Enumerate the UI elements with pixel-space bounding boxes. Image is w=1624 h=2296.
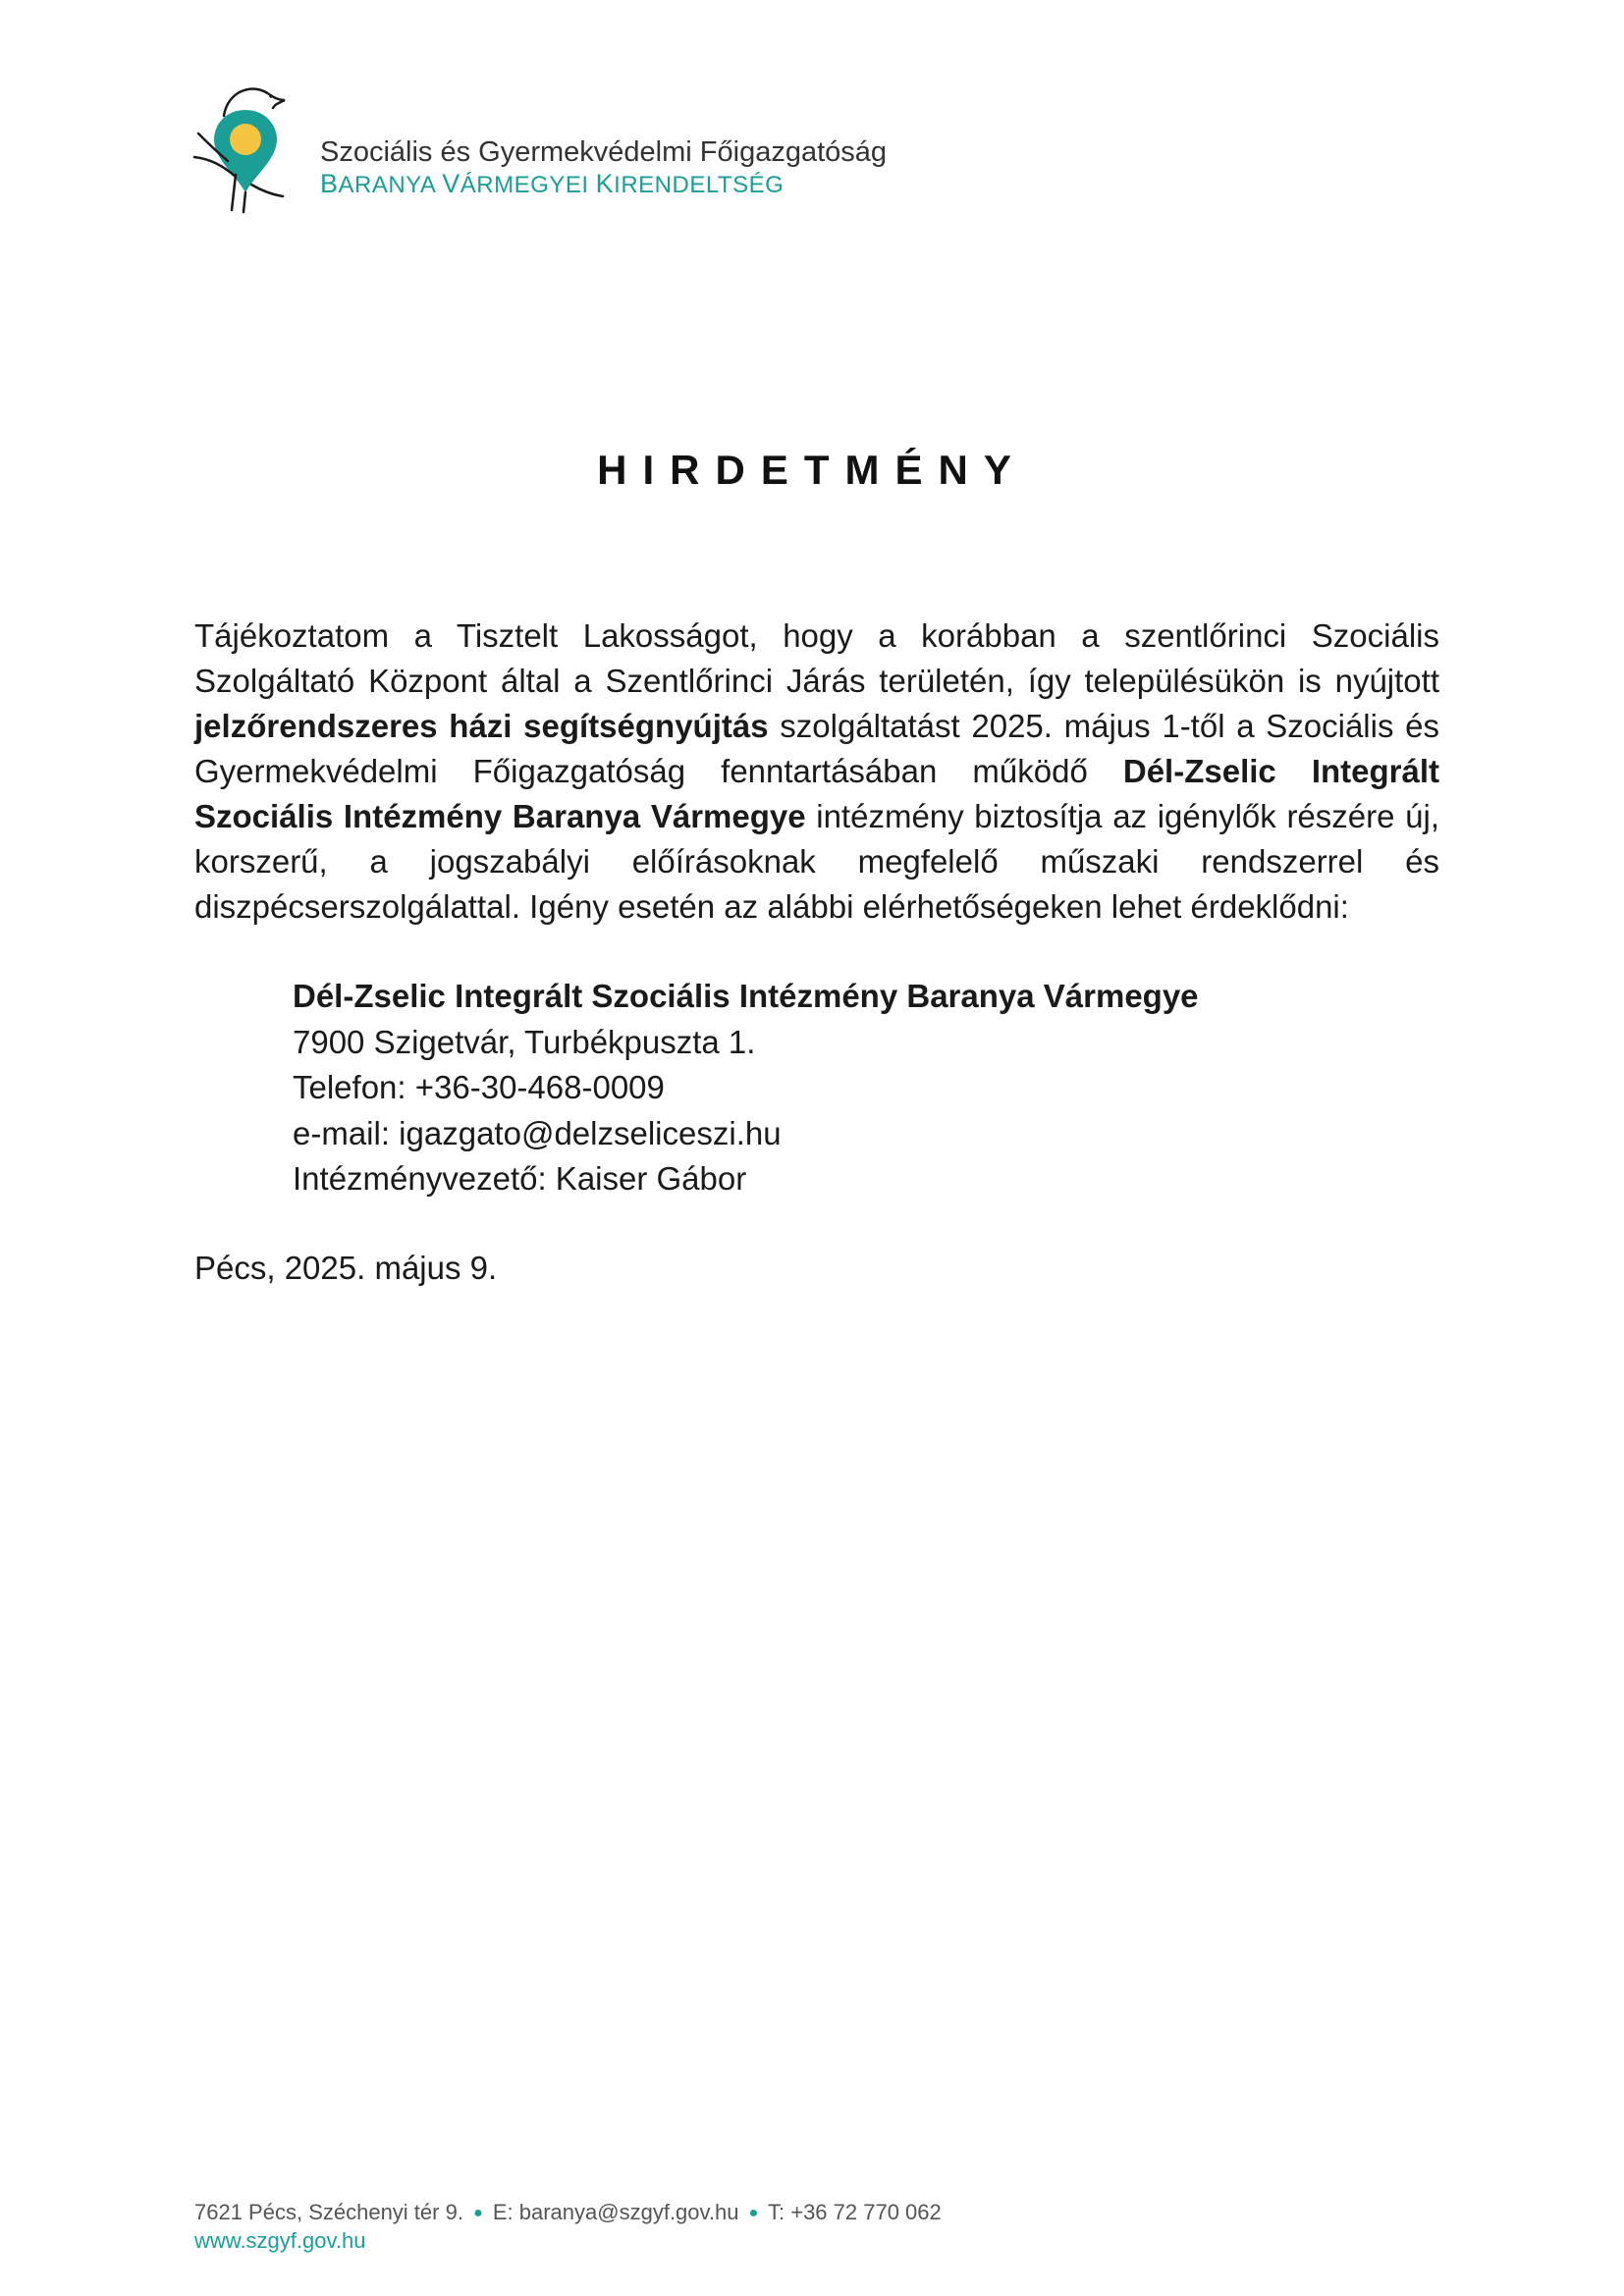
contact-head: Intézményvezető: Kaiser Gábor bbox=[293, 1160, 747, 1197]
document-title: HIRDETMÉNY bbox=[597, 447, 1027, 493]
footer-address: 7621 Pécs, Széchenyi tér 9. bbox=[194, 2200, 463, 2224]
bullet-icon: ● bbox=[748, 2205, 759, 2222]
announcement-paragraph: Tájékoztatom a Tisztelt Lakosságot, hogy a korábban a szentlőrinci Szociális Szolgáltató Központ által a Szentlőrinci Járás területén, így településükön is nyújtott jelzőrendszeres házi segítségnyújtás szolgáltatást 2025. május 1-től a Szociális és Gyermekvédelmi Főigazgatóság fenntartásában működő Dél-Zselic Integrált Szociális Intézmény Baranya Vármegye intézmény biztosítja az igénylők részére új, korszerű, a jogszabályi előírásoknak megfelelő műszaki rendszerrel és diszpécserszolgálattal. Igény esetén az alábbi elérhetőségeken lehet érdeklődni: bbox=[194, 617, 1439, 925]
bullet-icon: ● bbox=[473, 2205, 483, 2222]
institution-name: Dél-Zselic Integrált Szociális Intézmény Baranya Vármegye bbox=[194, 753, 1439, 834]
organization-name: Szociális és Gyermekvédelmi Főigazgatóság bbox=[320, 136, 888, 168]
contact-block bbox=[293, 974, 1199, 1202]
letterhead bbox=[192, 77, 887, 214]
bird-on-map-pin-logo bbox=[192, 77, 291, 214]
contact-address: 7900 Szigetvár, Turbékpuszta 1. bbox=[293, 1023, 756, 1060]
organization-branch: BARANYA VÁRMEGYEI KIRENDELTSÉG bbox=[320, 169, 785, 198]
service-name: jelzőrendszeres házi segítségnyújtás bbox=[194, 708, 769, 744]
contact-email: e-mail: igazgato@delzseliceszi.hu bbox=[293, 1114, 782, 1151]
contact-phone: Telefon: +36-30-468-0009 bbox=[293, 1069, 665, 1105]
contact-institution: Dél-Zselic Integrált Szociális Intézmény Baranya Vármegye bbox=[293, 978, 1199, 1014]
footer bbox=[194, 2199, 942, 2255]
place-and-date: Pécs, 2025. május 9. bbox=[194, 1250, 498, 1286]
footer-phone: T: +36 72 770 062 bbox=[768, 2200, 942, 2224]
footer-website: www.szgyf.gov.hu bbox=[194, 2228, 366, 2254]
footer-email: E: baranya@szgyf.gov.hu bbox=[492, 2200, 739, 2224]
